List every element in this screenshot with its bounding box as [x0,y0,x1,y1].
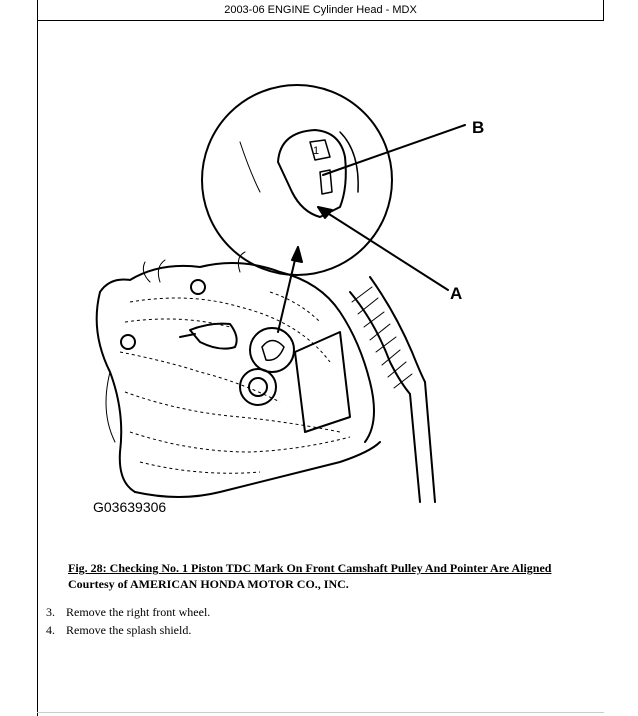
footer-divider [37,712,604,713]
figure-caption [68,560,608,592]
figure-code: G03639306 [93,499,167,515]
detail-circle [202,85,392,275]
tdc-mark-label: 1 [313,145,320,157]
step-number: 4. [46,623,55,637]
callout-b-label: B [472,118,485,137]
step-number: 3. [46,605,55,619]
page-header [37,0,604,21]
list-item [46,603,210,621]
list-item [46,621,210,639]
step-text: Remove the right front wheel. [66,605,211,619]
step-text: Remove the splash shield. [66,623,192,637]
callout-a-label: A [450,284,463,303]
engine-diagram [40,22,600,552]
leader-line-b [323,125,465,175]
caption-courtesy: Courtesy of AMERICAN HONDA MOTOR CO., INC. [68,577,349,591]
mark-circle [250,328,294,372]
header-title: 2003-06 ENGINE Cylinder Head - MDX [224,4,417,16]
page-border [37,0,38,716]
caption-title: Fig. 28: Checking No. 1 Piston TDC Mark On Front Camshaft Pulley And Pointer Are Aligned [68,561,552,575]
step-list [46,603,210,639]
